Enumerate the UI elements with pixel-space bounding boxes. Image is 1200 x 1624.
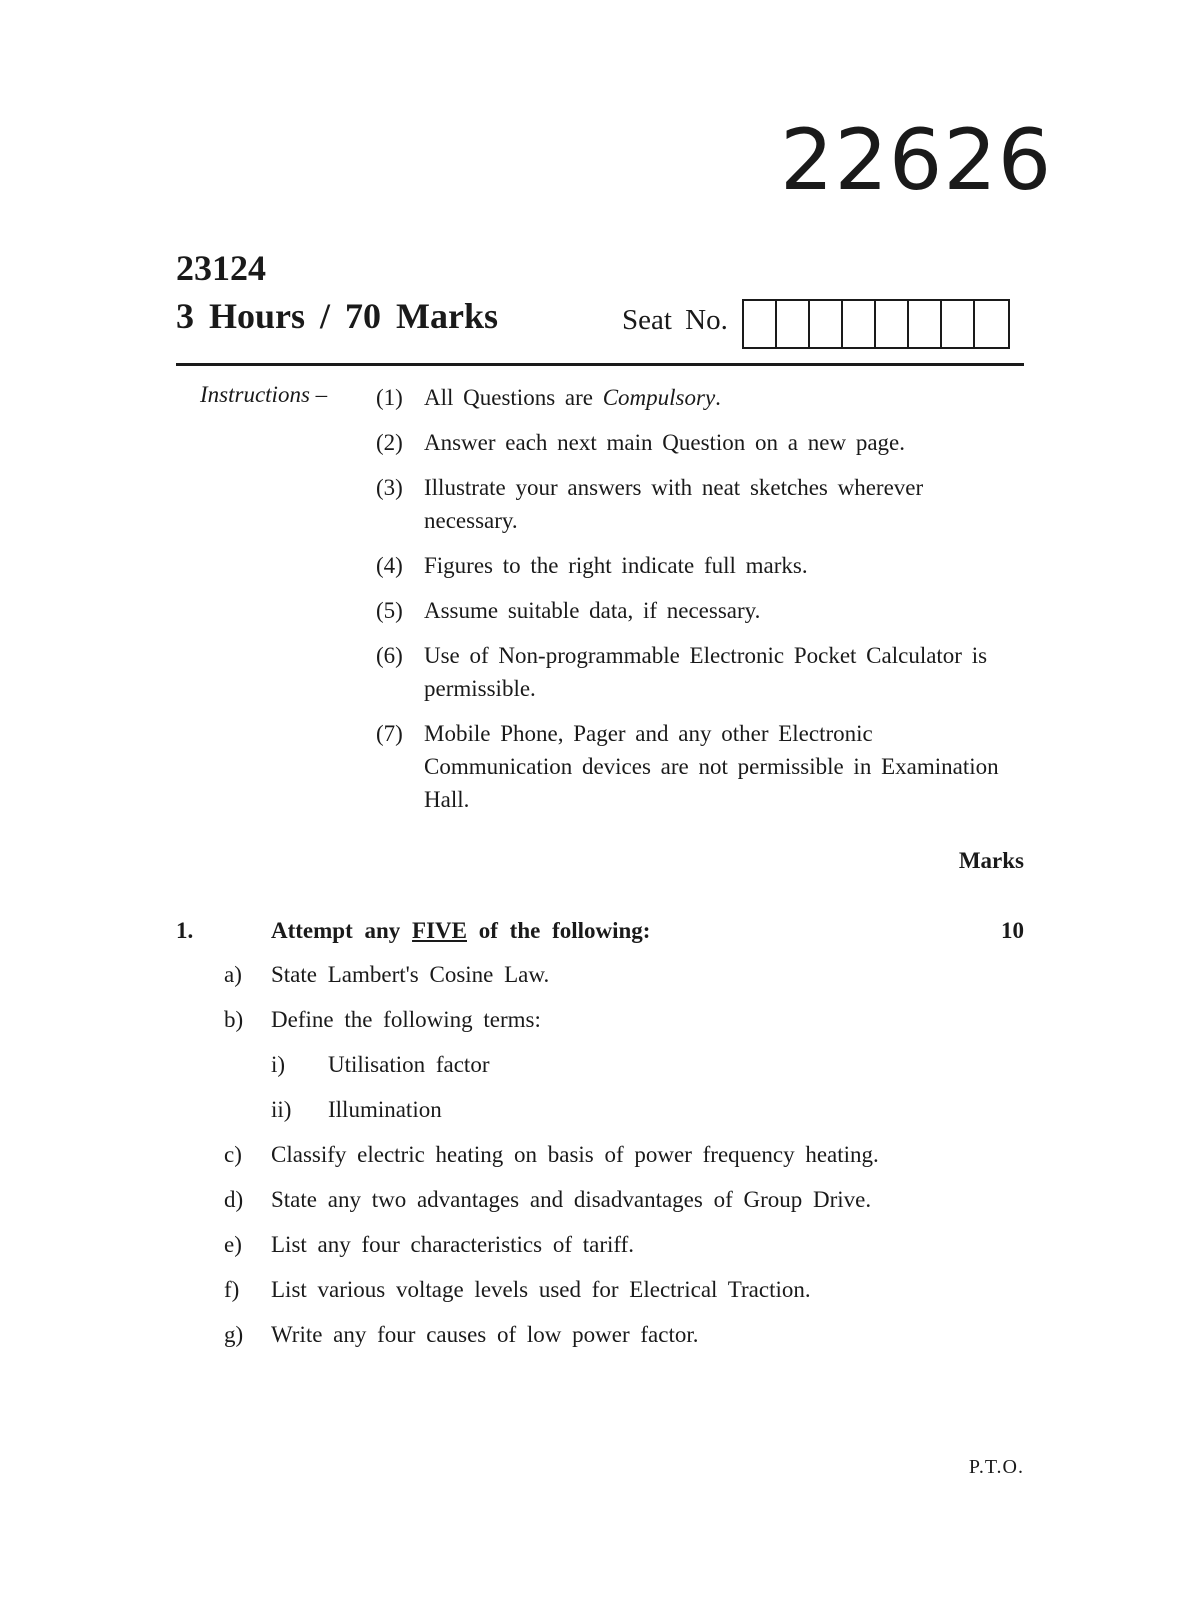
instruction-number: (7) — [376, 721, 403, 746]
instruction-number: (4) — [376, 553, 403, 578]
instruction-number: (2) — [376, 430, 403, 455]
subpart-label: i) — [271, 1052, 286, 1077]
seat-box[interactable] — [777, 301, 810, 347]
part-label: f) — [224, 1277, 240, 1302]
part-text: Write any four causes of low power factor. — [271, 1322, 699, 1347]
question-number: 1. — [176, 918, 194, 943]
part-text: State Lambert's Cosine Law. — [271, 962, 550, 987]
instruction-text: Figures to the right indicate full marks. — [424, 553, 808, 578]
part-text: Classify electric heating on basis of power frequency heating. — [271, 1142, 879, 1167]
seat-box[interactable] — [975, 301, 1008, 347]
marks-column-heading: Marks — [958, 848, 1024, 873]
instruction-text: Answer each next main Question on a new page. — [424, 430, 905, 455]
instruction-number: (6) — [376, 643, 403, 668]
instruction-item — [376, 381, 1016, 414]
part-label: c) — [224, 1142, 242, 1167]
part-label: e) — [224, 1232, 242, 1257]
exam-code: 23124 — [176, 248, 266, 288]
part-label: b) — [224, 1007, 244, 1032]
instruction-number: (5) — [376, 598, 403, 623]
instruction-item — [376, 471, 1016, 537]
seat-box[interactable] — [744, 301, 777, 347]
instruction-number: (1) — [376, 385, 403, 410]
part-text: Define the following terms: — [271, 1007, 541, 1032]
part-text: List various voltage levels used for Electrical Traction. — [271, 1277, 811, 1302]
instruction-text: All Questions are Compulsory. — [424, 385, 721, 410]
instructions-list — [376, 381, 1016, 828]
header-divider — [176, 363, 1024, 366]
seat-number-boxes — [742, 299, 1010, 349]
paper-code: 22626 — [780, 111, 1053, 209]
seat-box[interactable] — [843, 301, 876, 347]
subpart-label: ii) — [271, 1097, 292, 1122]
seat-box[interactable] — [942, 301, 975, 347]
instruction-text: Use of Non-programmable Electronic Pocket Calculator is permissible. — [424, 643, 988, 701]
instruction-text: Mobile Phone, Pager and any other Electronic Communication devices are not permissible in Examination Hall. — [424, 721, 999, 812]
part-text: List any four characteristics of tariff. — [271, 1232, 635, 1257]
please-turn-over: P.T.O. — [968, 1456, 1024, 1478]
part-label: d) — [224, 1187, 244, 1212]
instruction-item — [376, 639, 1016, 705]
part-label: g) — [224, 1322, 244, 1347]
part-text: State any two advantages and disadvantages of Group Drive. — [271, 1187, 872, 1212]
instruction-number: (3) — [376, 475, 403, 500]
question-title-post: of the following: — [478, 918, 651, 943]
instructions-label: Instructions – — [200, 382, 328, 407]
instruction-item — [376, 426, 1016, 459]
instruction-text: Assume suitable data, if necessary. — [424, 598, 761, 623]
instruction-item — [376, 549, 1016, 582]
instruction-text: Illustrate your answers with neat sketches wherever necessary. — [424, 475, 924, 533]
instruction-item — [376, 717, 1016, 816]
subpart-text: Illumination — [328, 1097, 442, 1122]
question-title-emphasis: FIVE — [412, 918, 467, 943]
seat-number-label: Seat No. — [622, 304, 728, 336]
question-title-pre: Attempt any — [271, 918, 401, 943]
question-title — [271, 919, 650, 942]
seat-box[interactable] — [876, 301, 909, 347]
seat-box[interactable] — [909, 301, 942, 347]
instruction-item — [376, 594, 1016, 627]
subpart-text: Utilisation factor — [328, 1052, 490, 1077]
question-marks: 10 — [1001, 918, 1024, 943]
part-label: a) — [224, 962, 242, 987]
exam-duration-marks: 3 Hours / 70 Marks — [176, 296, 499, 336]
seat-box[interactable] — [810, 301, 843, 347]
